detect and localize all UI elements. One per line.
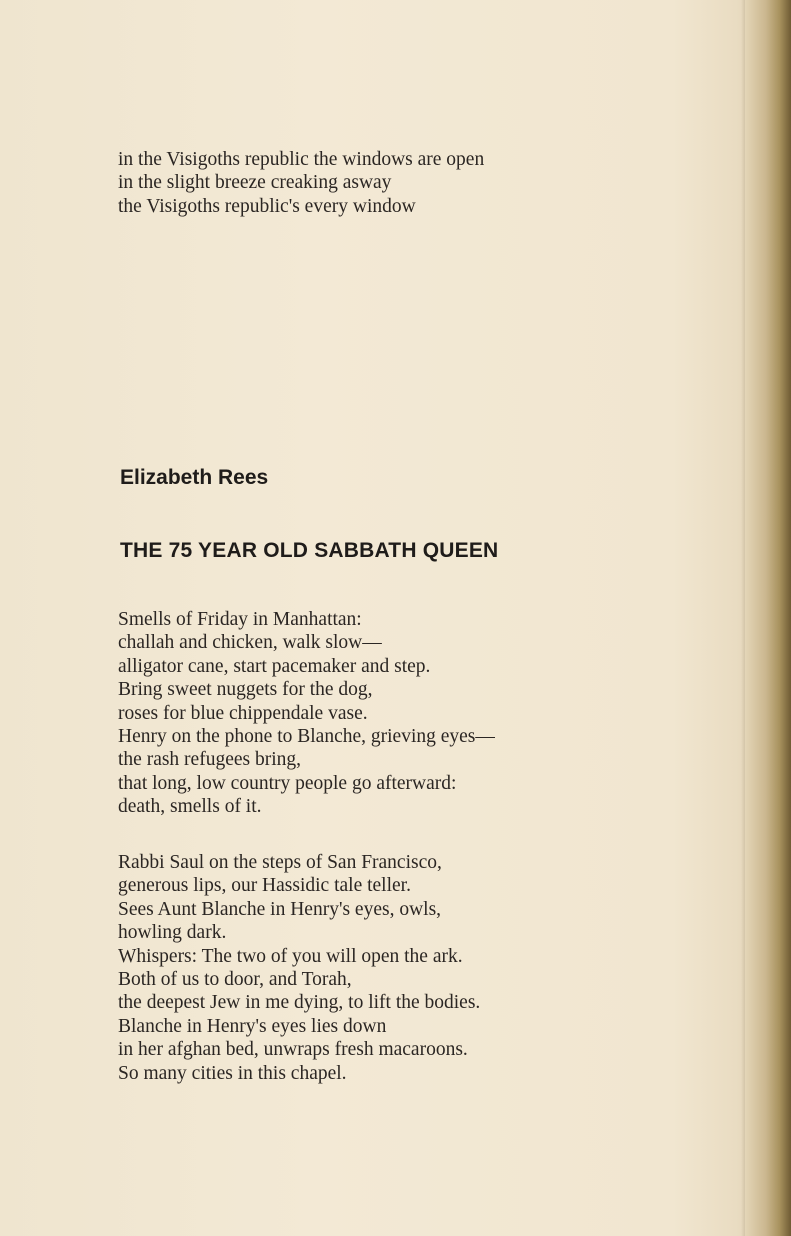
poem-line: the Visigoths republic's every window [118, 195, 416, 217]
poem-line: Whispers: The two of you will open the ark. [118, 945, 463, 967]
poem-line: Blanche in Henry's eyes lies down [118, 1015, 387, 1037]
poem-title: THE 75 YEAR OLD SABBATH QUEEN [120, 539, 499, 562]
poem-line: that long, low country people go afterward: [118, 772, 457, 794]
poem-line: Rabbi Saul on the steps of San Francisco, [118, 852, 442, 873]
poem-line: howling dark. [118, 922, 227, 944]
poem-line: Bring sweet nuggets for the dog, [118, 679, 373, 701]
poem-line: challah and chicken, walk slow— [118, 632, 382, 654]
poem-line: the deepest Jew in me dying, to lift the bodies. [118, 992, 481, 1014]
stanza-2 [118, 851, 480, 1085]
poem-line: Henry on the phone to Blanche, grieving eyes— [118, 726, 495, 748]
poem-line: in the Visigoths republic the windows are open [118, 149, 485, 170]
stanza-1 [118, 608, 495, 819]
poem-line: generous lips, our Hassidic tale teller. [118, 875, 411, 897]
previous-poem-ending [118, 148, 484, 218]
poem-line: alligator cane, start pacemaker and step. [118, 655, 431, 677]
poem-line: the rash refugees bring, [118, 749, 302, 771]
poem-line: in her afghan bed, unwraps fresh macaroons. [118, 1039, 468, 1061]
poem-line: roses for blue chippendale vase. [118, 702, 368, 724]
author-name: Elizabeth Rees [120, 466, 269, 489]
poem-line: death, smells of it. [118, 796, 262, 818]
poem-line: in the slight breeze creaking asway [118, 172, 392, 194]
poem-line: Both of us to door, and Torah, [118, 969, 352, 991]
poem-line: Sees Aunt Blanche in Henry's eyes, owls, [118, 898, 442, 920]
poem-line: Smells of Friday in Manhattan: [118, 609, 362, 630]
next-page-edge [745, 0, 791, 1236]
poem-line: So many cities in this chapel. [118, 1062, 347, 1084]
